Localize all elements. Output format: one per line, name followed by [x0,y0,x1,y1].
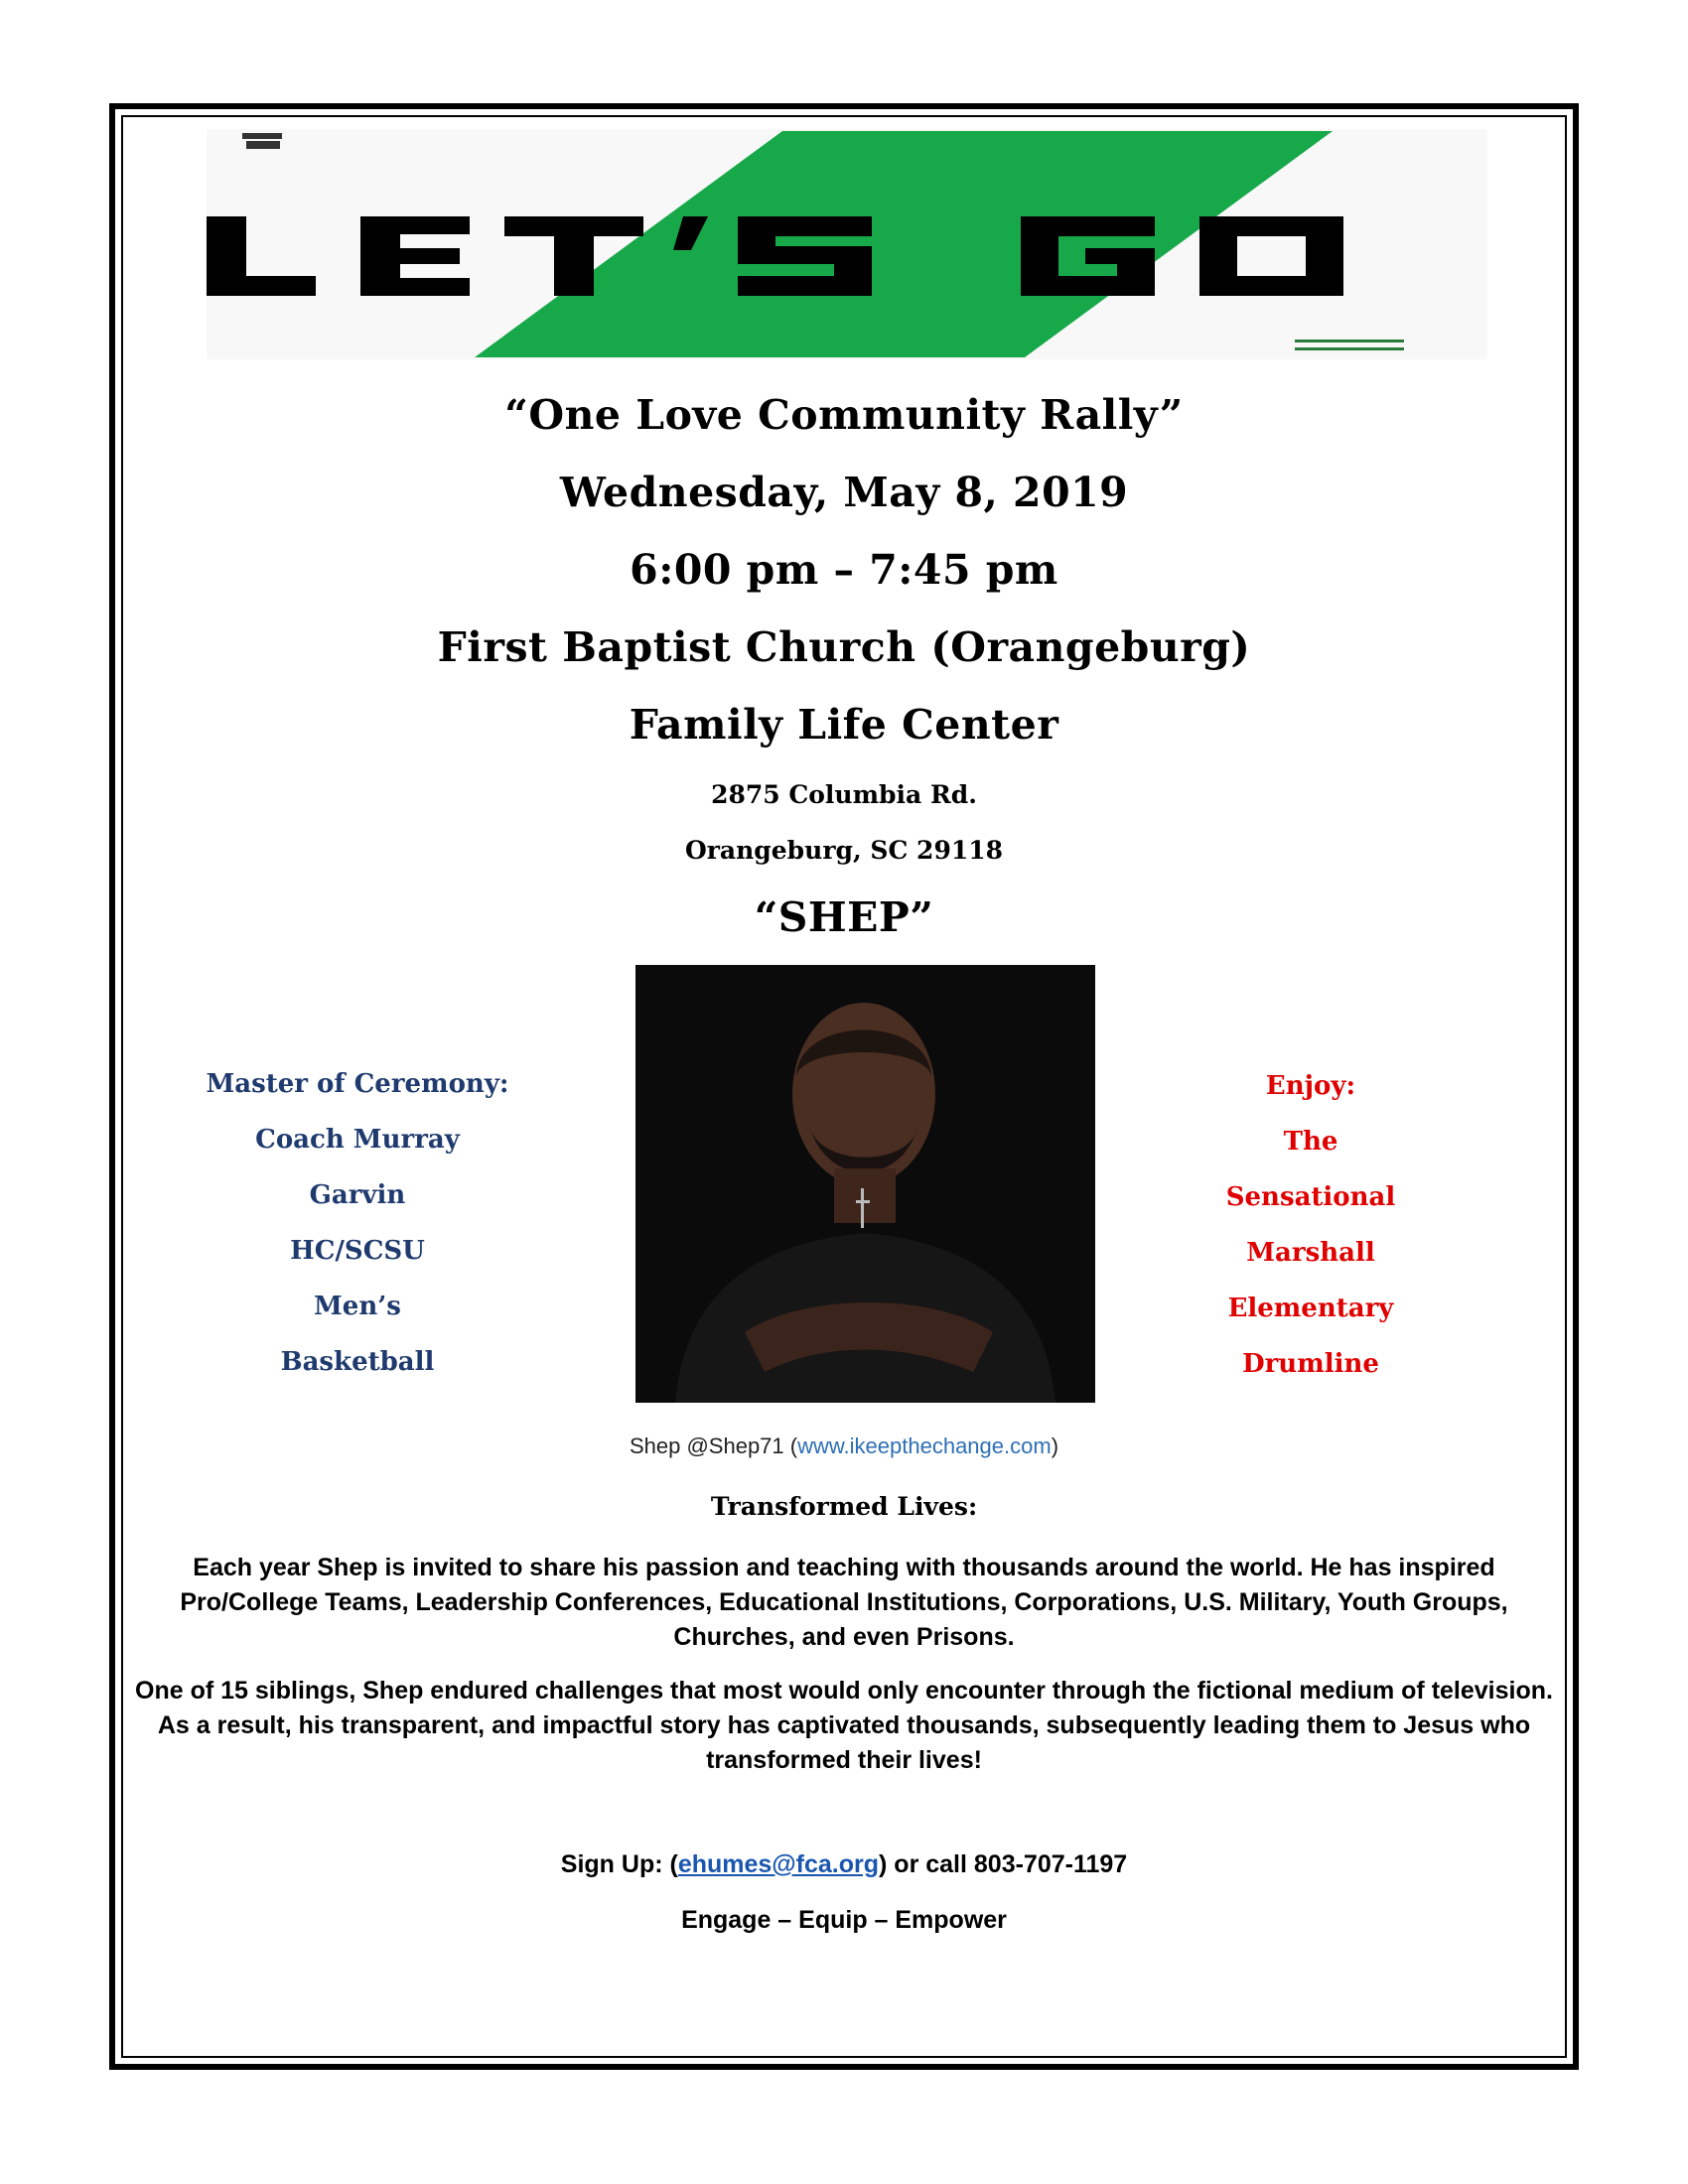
enjoy-line: Drumline [1242,1349,1379,1379]
event-city: Orangeburg, SC 29118 [684,836,1004,865]
lets-go-banner [207,129,1487,359]
enjoy-line: Elementary [1227,1294,1394,1323]
enjoy-line: The [1283,1127,1338,1157]
logo-tiny-caption [1295,340,1404,350]
tagline: Engage – Equip – Empower [681,1906,1007,1934]
enjoy-drumline [1142,1058,1479,1392]
mc-line: Garvin [309,1180,406,1210]
mc-line: Master of Ceremony: [206,1069,509,1099]
mc-line: HC/SCSU [290,1236,425,1266]
bio-paragraph-2: One of 15 siblings, Shep endured challenges that most would only encounter through the fictional medium of television. As a result, his transparent, and impactful story has captivated thousands, subsequently leading them to Jesus who transformed their lives! [135,1677,1553,1774]
photo-caption [129,1433,1559,1459]
event-street: 2875 Columbia Rd. [711,780,977,809]
signup-line [129,1850,1559,1879]
caption-text: Shep @Shep71 ( [629,1433,798,1458]
signup-email-link[interactable]: ehumes@fca.org [677,1850,880,1878]
mc-line: Men’s [314,1292,401,1321]
mc-line: Coach Murray [255,1125,460,1155]
enjoy-line: Marshall [1246,1238,1375,1268]
logo-small-mark [242,133,282,149]
event-time: 6:00 pm – 7:45 pm [630,546,1058,594]
event-venue: First Baptist Church (Orangeburg) [437,623,1251,671]
lets-go-logo [207,129,1487,359]
signup-phone: ) or call 803-707-1197 [879,1850,1128,1878]
enjoy-line: Enjoy: [1265,1071,1356,1101]
mc-line: Basketball [280,1347,435,1377]
caption-close: ) [1051,1433,1059,1458]
speaker-portrait-graphic [635,965,1095,1403]
website-link[interactable]: www.ikeepthechange.com [797,1433,1052,1458]
speaker-name: “SHEP” [754,893,934,941]
event-date: Wednesday, May 8, 2019 [559,469,1129,516]
event-hall: Family Life Center [629,701,1059,749]
bio-paragraph-1: Each year Shep is invited to share his passion and teaching with thousands around the world. He has inspired Pro/College Teams, Leadership Conferences, Educational Institutions, Corporations, U.S. Military, Youth Groups, Churches, and even Prisons. [180,1554,1508,1651]
speaker-photo [635,965,1095,1403]
event-title: “One Love Community Rally” [504,391,1184,439]
signup-label: Sign Up: ( [560,1850,678,1878]
enjoy-line: Sensational [1225,1182,1396,1212]
master-of-ceremony [189,1056,526,1390]
transformed-heading: Transformed Lives: [710,1492,978,1521]
